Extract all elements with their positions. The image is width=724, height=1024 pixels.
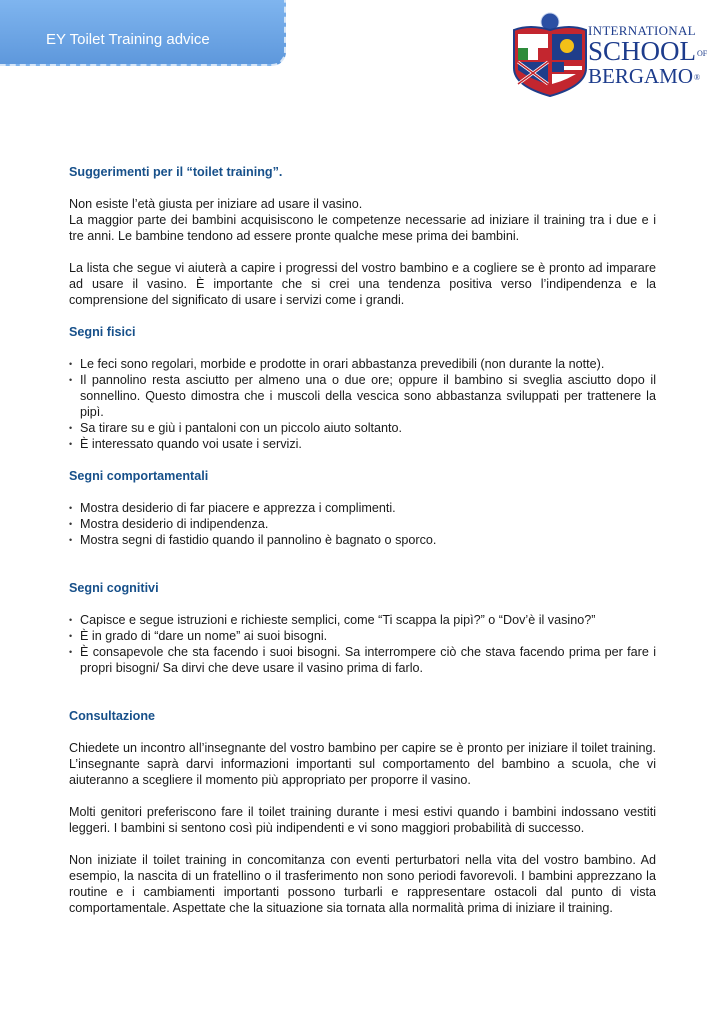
list-item: • È in grado di “dare un nome” ai suoi bisogni.	[69, 628, 656, 644]
logo-line-school: SCHOOL	[588, 36, 697, 66]
document-title: Suggerimenti per il “toilet training”.	[69, 165, 283, 179]
crest-icon	[510, 10, 594, 98]
logo-line-bergamo: BERGAMO	[588, 64, 694, 88]
logo-line-school-row	[588, 36, 708, 66]
section-heading-consultation: Consultazione	[69, 709, 156, 723]
list-item: • È interessato quando voi usate i servizi.	[69, 436, 656, 452]
consultation-paragraph: Molti genitori preferiscono fare il toilet training durante i mesi estivi quando i bambini indossano vestiti leggeri. I bambini si sentono così più indipendenti e vi sono maggiori probabilità di successo.	[69, 805, 656, 835]
document-body	[69, 164, 656, 916]
cognitive-signs-list	[69, 612, 656, 676]
consultation-paragraph: Chiedete un incontro all’insegnante del vostro bambino per capire se è pronto per iniziare il toilet training. L’insegnante saprà darvi informazioni importanti sul comportamento del bambino a scuola, che vi aiuteranno a scegliere il momento più appropriato per proporre il vasino.	[69, 741, 656, 787]
header-tab	[0, 0, 286, 66]
intro-paragraph: La maggior parte dei bambini acquisiscono le competenze necessarie ad iniziare il training tra i due e i tre anni. Le bambine tendono ad essere pronte qualche mese prima dei bambini.	[69, 213, 656, 243]
list-item: • Il pannolino resta asciutto per almeno una o due ore; oppure il bambino si sveglia asciutto dopo il sonnellino. Questo dimostra che i muscoli della vescica sono abbastanza sviluppati per trattenere la pipì.	[69, 372, 656, 420]
list-item: • Sa tirare su e giù i pantaloni con un piccolo aiuto soltanto.	[69, 420, 656, 436]
logo-line-international: INTERNATIONAL	[588, 23, 696, 38]
intro-paragraph: La lista che segue vi aiuterà a capire i progressi del vostro bambino e a cogliere se è pronto ad imparare ad usare il vasino. È importante che si crei una tendenza positiva verso l’indipendenza e la comprensione del significato di usare i servizi come i grandi.	[69, 261, 656, 307]
list-item: • Capisce e segue istruzioni e richieste semplici, come “Ti scappa la pipì?” o “Dov’è il vasino?”	[69, 612, 656, 628]
logo-line-bergamo-row	[588, 66, 700, 87]
list-item: • Mostra desiderio di indipendenza.	[69, 516, 656, 532]
list-item: • Le feci sono regolari, morbide e prodotte in orari abbastanza prevedibili (non durante la notte).	[69, 356, 656, 372]
behavioral-signs-list	[69, 500, 656, 548]
logo-registered: ®	[694, 73, 701, 83]
physical-signs-list	[69, 356, 656, 452]
list-item: • È consapevole che sta facendo i suoi bisogni. Sa interrompere ciò che stava facendo prima per fare i propri bisogni/ Sa dirvi che deve usare il vasino prima di farlo.	[69, 644, 656, 676]
logo-wordmark	[588, 23, 708, 88]
intro-paragraph: Non esiste l’età giusta per iniziare ad usare il vasino.	[69, 197, 363, 211]
section-heading-physical: Segni fisici	[69, 325, 136, 339]
header-title: EY Toilet Training advice	[46, 31, 210, 48]
list-item: • Mostra segni di fastidio quando il pannolino è bagnato o sporco.	[69, 532, 656, 548]
logo-of: OF	[697, 48, 708, 58]
section-heading-behavioral: Segni comportamentali	[69, 469, 209, 483]
list-item: • Mostra desiderio di far piacere e apprezza i complimenti.	[69, 500, 656, 516]
school-logo	[510, 10, 708, 98]
section-heading-cognitive: Segni cognitivi	[69, 581, 159, 595]
consultation-paragraph: Non iniziate il toilet training in concomitanza con eventi perturbatori nella vita del vostro bambino. Ad esempio, la nascita di un fratellino o il trasferimento non sono periodi favorevoli. I bambini apprezzano la routine e i cambiamenti importanti possono turbarli e rappresentare ostacoli dal punto di vista comportamentale. Aspettate che la situazione sia tornata alla normalità prima di iniziare il training.	[69, 853, 656, 915]
